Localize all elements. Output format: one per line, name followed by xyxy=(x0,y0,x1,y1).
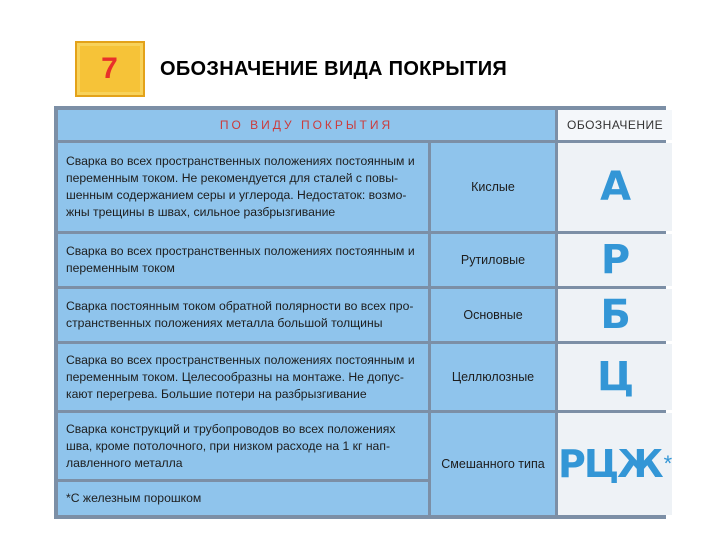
section-number: 7 xyxy=(101,52,119,85)
table-row-type: Смешанного типа xyxy=(431,413,555,515)
table-row-description: Сварка постоянным током обратной полярности во всех пространственных положениях металла большой толщины xyxy=(58,289,428,341)
section-number-badge xyxy=(75,41,145,97)
table-row-code: Р xyxy=(558,234,672,286)
table-row-code: А xyxy=(558,143,672,231)
table-row-type: Кислые xyxy=(431,143,555,231)
table-row-description: Сварка во всех пространственных положениях постоянным и переменным током xyxy=(58,234,428,286)
table-row-description: Сварка во всех пространственных положениях постоянным и переменным током. Целесообразны на монтаже. Не допускают перегрева. Большие потери на разбрызгивание xyxy=(58,344,428,410)
table-footnote: *С железным порошком xyxy=(58,482,428,515)
footnote-mark: * xyxy=(663,451,673,476)
table-row-type: Целлюлозные xyxy=(431,344,555,410)
table-row-description: Сварка конструкций и трубопроводов во всех положениях шва, кроме потолочного, при низком расходе на 1 кг наплавленного металла xyxy=(58,413,428,479)
table-row-description: Сварка во всех пространственных положениях постоянным и переменным током. Не рекомендуется для сталей с повышенным содержанием серы и углерода. Недостаток: возможны трещины в швах, сильное разбрызгивание xyxy=(58,143,428,231)
table-row-type: Основные xyxy=(431,289,555,341)
page-title: ОБОЗНАЧЕНИЕ ВИДА ПОКРЫТИЯ xyxy=(160,58,508,80)
table-row-type: Рутиловые xyxy=(431,234,555,286)
table-row-code: РЦЖ * xyxy=(558,413,672,515)
header-designation-label: ОБОЗНАЧЕНИЕ xyxy=(567,118,664,132)
table-header-designation xyxy=(558,110,672,140)
header-coating-label: ПО ВИДУ ПОКРЫТИЯ xyxy=(219,118,394,132)
table-row-code: Ц xyxy=(558,344,672,410)
coating-table xyxy=(54,106,673,519)
table-row-code: Б xyxy=(558,289,672,341)
table-header-coating xyxy=(58,110,555,140)
